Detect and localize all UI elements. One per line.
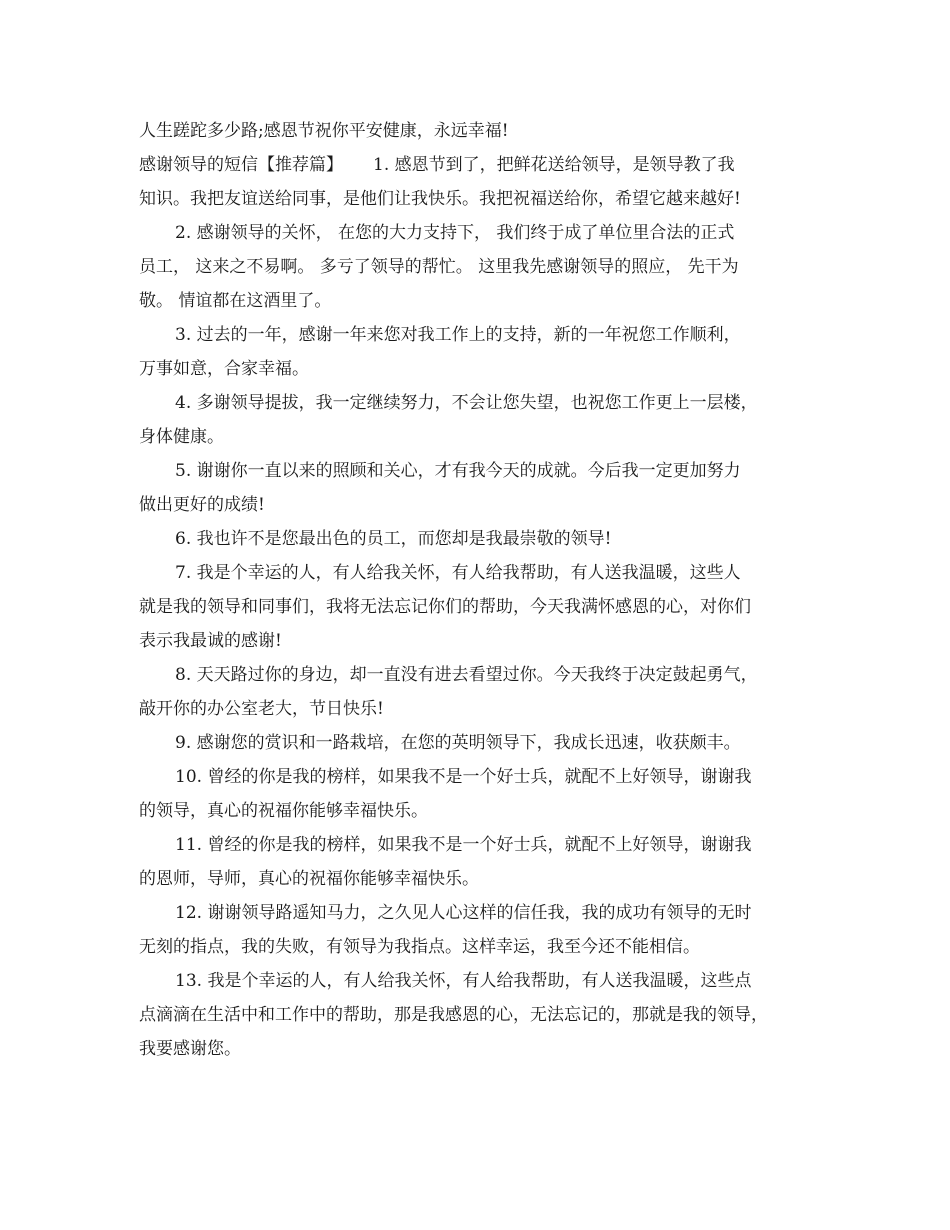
- list-item-11: [139, 828, 819, 896]
- item-4-line-1: 4. 多谢领导提拔，我一定继续努力，不会让您失望，也祝您工作更上一层楼，: [175, 393, 758, 413]
- list-item-2: [139, 216, 819, 318]
- item-12-line-1: 12. 谢谢领导路遥知马力，之久见人心这样的信任我，我的成功有领导的无时: [175, 903, 752, 923]
- list-item-9: [139, 726, 819, 760]
- list-item-10: [139, 760, 819, 828]
- list-item-12: [139, 896, 819, 964]
- list-item-3: [139, 318, 819, 386]
- item-2-line-3: 敬。 情谊都在这酒里了。: [139, 291, 332, 311]
- item-7-line-3: 表示我最诚的感谢!: [139, 631, 282, 651]
- item-2-line-2: 员工， 这来之不易啊。 多亏了领导的帮忙。 这里我先感谢领导的照应， 先干为: [139, 257, 739, 277]
- list-item-7: [139, 556, 819, 658]
- heading-line: [139, 148, 819, 182]
- item-7-line-2: 就是我的领导和同事们，我将无法忘记你们的帮助，今天我满怀感恩的心，对你们: [139, 597, 751, 617]
- item-5-line-2: 做出更好的成绩!: [139, 495, 265, 515]
- intro-line: 人生蹉跎多少路;感恩节祝你平安健康，永远幸福!: [139, 121, 509, 141]
- item-3-line-1: 3. 过去的一年，感谢一年来您对我工作上的支持，新的一年祝您工作顺利，: [175, 325, 741, 345]
- item-1-line-1: 1. 感恩节到了，把鲜花送给领导，是领导教了我: [373, 155, 735, 175]
- item-11-line-1: 11. 曾经的你是我的榜样，如果我不是一个好士兵，就配不上好领导，谢谢我: [175, 835, 752, 855]
- item-5-line-1: 5. 谢谢你一直以来的照顾和关心，才有我今天的成就。今后我一定更加努力: [175, 461, 741, 481]
- list-item-13: [139, 964, 819, 1066]
- item-6-line-1: 6. 我也许不是您最出色的员工，而您却是我最崇敬的领导!: [175, 529, 612, 549]
- document-body: [139, 114, 819, 1066]
- list-item-6: [139, 522, 819, 556]
- item-10-line-2: 的领导，真心的祝福你能够幸福快乐。: [139, 801, 428, 821]
- item-3-line-2: 万事如意，合家幸福。: [139, 359, 309, 379]
- item-8-line-1: 8. 天天路过你的身边，却一直没有进去看望过你。今天我终于决定鼓起勇气，: [175, 665, 758, 685]
- item-12-line-2: 无刻的指点，我的失败，有领导为我指点。这样幸运，我至今还不能相信。: [139, 937, 700, 957]
- item-9-line-1: 9. 感谢您的赏识和一路栽培，在您的英明领导下，我成长迅速，收获颇丰。: [175, 733, 741, 753]
- list-item-4: [139, 386, 819, 454]
- item-11-line-2: 的恩师，导师，真心的祝福你能够幸福快乐。: [139, 869, 479, 889]
- item-2-line-1: 2. 感谢领导的关怀， 在您的大力支持下， 我们终于成了单位里合法的正式: [175, 223, 735, 243]
- item-13-line-3: 我要感谢您。: [139, 1039, 241, 1059]
- item-13-line-1: 13. 我是个幸运的人，有人给我关怀，有人给我帮助，有人送我温暖，这些点: [175, 971, 752, 991]
- list-item-8: [139, 658, 819, 726]
- item-8-line-2: 敲开你的办公室老大，节日快乐!: [139, 699, 384, 719]
- item-10-line-1: 10. 曾经的你是我的榜样，如果我不是一个好士兵，就配不上好领导，谢谢我: [175, 767, 752, 787]
- list-item-5: [139, 454, 819, 522]
- item-13-line-2: 点滴滴在生活中和工作中的帮助，那是我感恩的心，无法忘记的，那就是我的领导，: [139, 1005, 768, 1025]
- item-7-line-1: 7. 我是个幸运的人，有人给我关怀，有人给我帮助，有人送我温暖，这些人: [175, 563, 741, 583]
- item-1-line-2: 知识。我把友谊送给同事，是他们让我快乐。我把祝福送给你，希望它越来越好!: [139, 189, 741, 209]
- item-4-line-2: 身体健康。: [139, 427, 224, 447]
- section-heading: 感谢领导的短信【推荐篇】: [139, 155, 343, 175]
